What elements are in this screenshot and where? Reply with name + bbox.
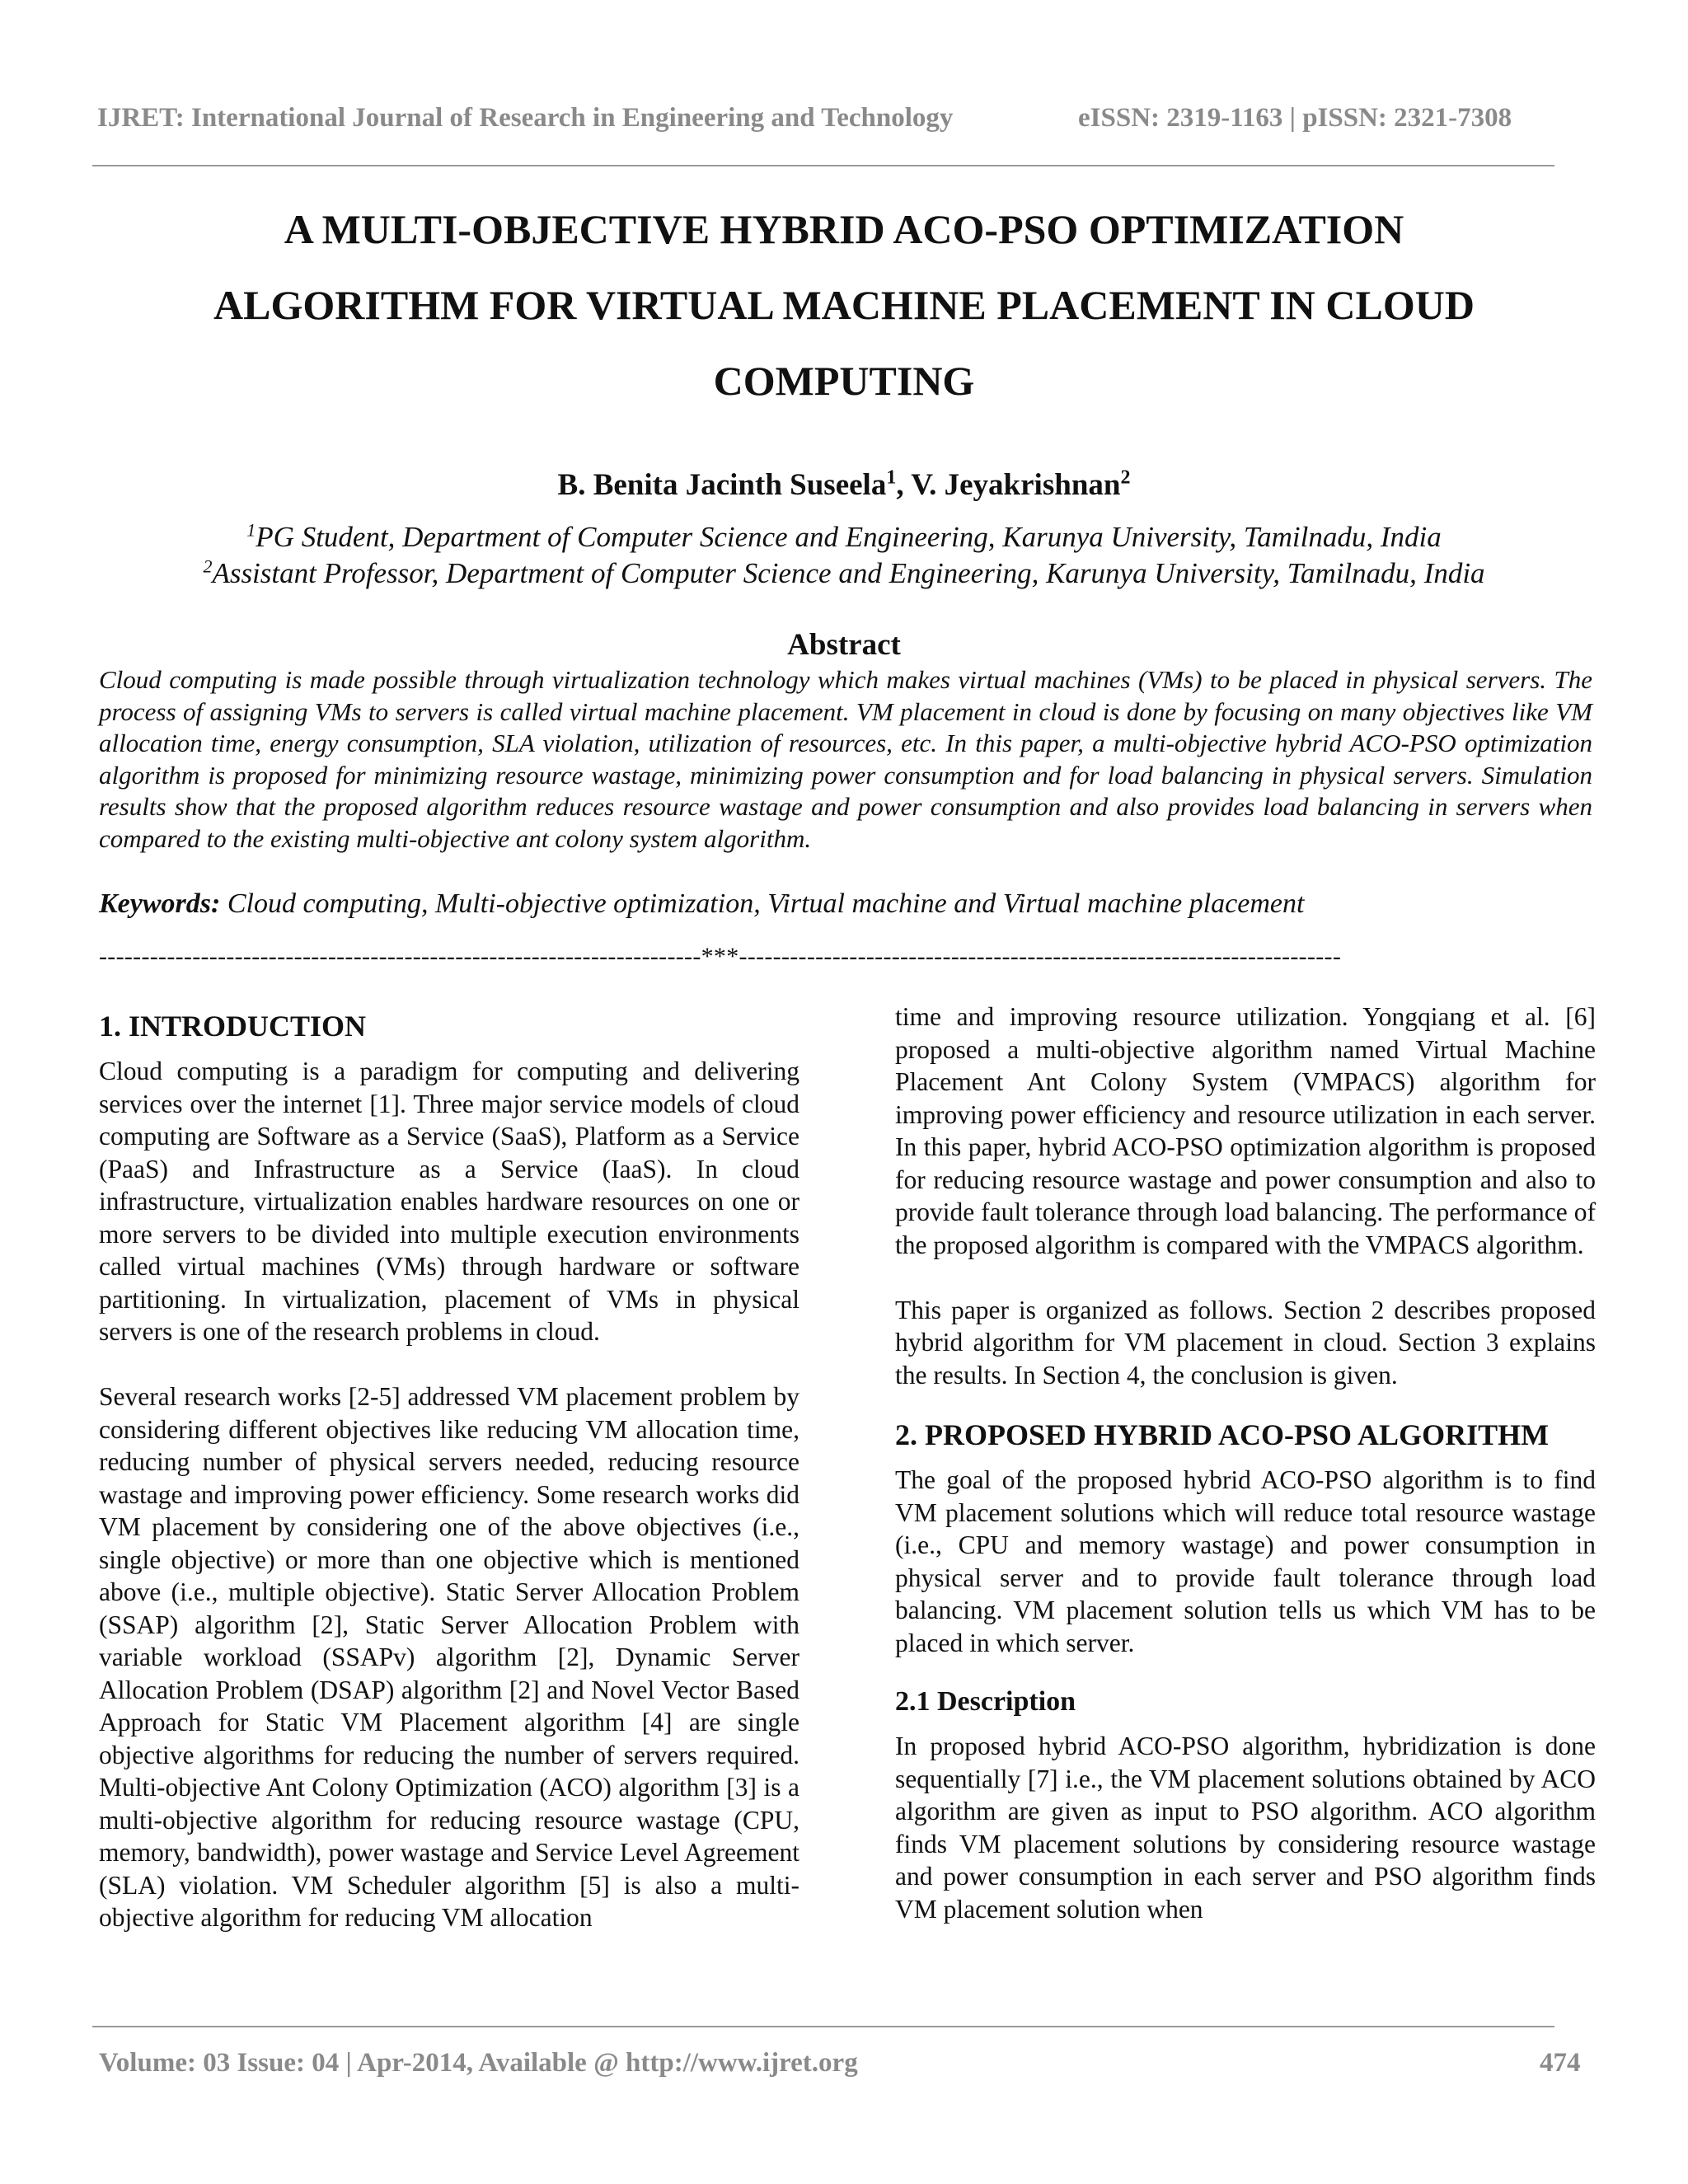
abstract-heading: Abstract: [787, 628, 901, 662]
affiliation-mark: 1: [246, 519, 256, 541]
proposed-algorithm-paragraph: The goal of the proposed hybrid ACO-PSO algorithm is to find VM placement solutions which will reduce total resource wastage (i.e., CPU and memory wastage) and power consumption in physical server and to provide fault tolerance through load balancing. VM placement solution tells us which VM has to be placed in which server.: [895, 1465, 1596, 1657]
title-line-3: COMPUTING: [713, 358, 975, 404]
affiliation-mark: 2: [203, 555, 213, 577]
description-paragraph: In proposed hybrid ACO-PSO algorithm, hybridization is done sequentially [7] i.e., the VM placement solutions obtained by ACO algorithm are given as input to PSO algorithm. ACO algorithm finds VM placement solutions by considering resource wastage and power consumption in each server and PSO algorithm finds VM placement solution when: [895, 1732, 1596, 1924]
section-separator: -----------------------------------------------------------------------***-----------------------------------------------------------------------: [99, 944, 1342, 969]
introduction-paragraph-1: Cloud computing is a paradigm for computing and delivering services over the internet [1]. Three major service models of cloud computing are Software as a Service (SaaS), Platform as a Service (PaaS) and Infrastructure as a Service (IaaS). In cloud infrastructure, virtualization enables hardware resources on one or more servers to be divided into multiple execution environments called virtual machines (VMs) through hardware or software partitioning. In virtualization, placement of VMs in physical servers is one of the research problems in cloud.: [99, 1057, 799, 1346]
journal-name: IJRET: International Journal of Research in Engineering and Technology: [97, 103, 954, 133]
affiliation-1: [99, 519, 1589, 555]
introduction-paragraph-4: This paper is organized as follows. Section 2 describes proposed hybrid algorithm for VM placement in cloud. Section 3 explains the results. In Section 4, the conclusion is given.: [895, 1295, 1596, 1390]
keywords-label: Keywords:: [99, 888, 221, 919]
introduction-paragraph-3: time and improving resource utilization. Yongqiang et al. [6] proposed a multi-objective algorithm named Virtual Machine Placement Ant Colony System (VMPACS) algorithm for improving power efficiency and resource utilization in each server. In this paper, hybrid ACO-PSO optimization algorithm is proposed for reducing resource wastage and power consumption and also to provide fault tolerance through load balancing. The performance of the proposed algorithm is compared with the VMPACS algorithm.: [895, 1002, 1596, 1259]
paper-title: [124, 191, 1564, 419]
author-name: B. Benita Jacinth Suseela: [557, 468, 887, 502]
author-mark: 1: [886, 466, 897, 489]
footer-divider: [92, 2026, 1554, 2027]
author-list: [124, 465, 1564, 506]
footer-volume-info: Volume: 03 Issue: 04 | Apr-2014, Available @ http://www.ijret.org: [99, 2048, 858, 2078]
header-divider: [92, 165, 1554, 166]
affiliation-2: [99, 555, 1589, 592]
issn-info: eISSN: 2319-1163 | pISSN: 2321-7308: [1078, 103, 1512, 133]
affiliation-text: PG Student, Department of Computer Science and Engineering, Karunya University, Tamilnadu, India: [256, 521, 1442, 553]
introduction-paragraph-2: Several research works [2-5] addressed VM placement problem by considering different objectives like reducing VM allocation time, reducing number of physical servers needed, reducing resource wastage and improving power efficiency. Some research works did VM placement by considering one of the above objectives (i.e., single objective) or more than one objective which is mentioned above (i.e., multiple objective). Static Server Allocation Problem (SSAP) algorithm [2], Static Server Allocation Problem with variable workload (SSAPv) algorithm [2], Dynamic Server Allocation Problem (DSAP) algorithm [2] and Novel Vector Based Approach for Static VM Placement algorithm [4] are single objective algorithms for reducing the number of servers required. Multi-objective Ant Colony Optimization (ACO) algorithm [3] is a multi-objective algorithm for reducing resource wastage (CPU, memory, bandwidth), power wastage and Service Level Agreement (SLA) violation. VM Scheduler algorithm [5] is also a multi-objective algorithm for reducing VM allocation: [99, 1382, 799, 1932]
running-header: [92, 97, 1545, 138]
description-heading: 2.1 Description: [895, 1686, 1076, 1717]
author-name: V. Jeyakrishnan: [911, 468, 1121, 502]
title-line-2: ALGORITHM FOR VIRTUAL MACHINE PLACEMENT IN CLOUD: [213, 282, 1475, 328]
keywords: [99, 886, 1592, 922]
introduction-heading: 1. INTRODUCTION: [99, 1010, 367, 1043]
affiliation-text: Assistant Professor, Department of Computer Science and Engineering, Karunya University, Tamilnadu, India: [212, 557, 1485, 589]
left-column: [99, 999, 799, 1934]
author-mark: 2: [1120, 466, 1131, 489]
title-line-1: A MULTI-OBJECTIVE HYBRID ACO-PSO OPTIMIZATION: [284, 206, 1404, 252]
page-number: 474: [1540, 2048, 1581, 2078]
author-separator: ,: [896, 468, 912, 502]
keywords-text: Cloud computing, Multi-objective optimization, Virtual machine and Virtual machine placement: [220, 888, 1305, 919]
proposed-algorithm-heading: 2. PROPOSED HYBRID ACO-PSO ALGORITHM: [895, 1418, 1550, 1451]
abstract-body: Cloud computing is made possible through virtualization technology which makes virtual machines (VMs) to be placed in physical servers. The process of assigning VMs to servers is called virtual machine placement. VM placement in cloud is done by focusing on many objectives like VM allocation time, energy consumption, SLA violation, utilization of resources, etc. In this paper, a multi-objective hybrid ACO-PSO optimization algorithm is proposed for minimizing resource wastage, minimizing power consumption and for load balancing in physical servers. Simulation results show that the proposed algorithm reduces resource wastage and power consumption and also provides load balancing in servers when compared to the existing multi-objective ant colony system algorithm.: [99, 665, 1592, 853]
right-column: [895, 1001, 1596, 1925]
